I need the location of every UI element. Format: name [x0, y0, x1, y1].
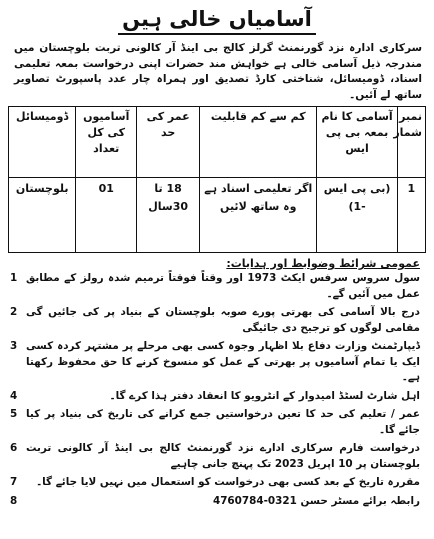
- cell-age-limit: [137, 178, 200, 253]
- list-item: مقررہ تاریخ کے بعد کسی بھی درخواست کو استعمال میں نہیں لایا جائے گا۔ 7: [10, 475, 420, 491]
- header-qualification: کم سے کم قابلیت: [200, 107, 317, 178]
- list-item: ڈیپارٹمنٹ وزارت دفاع بلا اظہار وجوہ کسی بھی مرحلے پر مشتہر کردہ کسی ایک یا تمام آسامیوں پر بھرتی کے عمل کو منسوخ کرنے کا حق محفوظ رکھتا ہے۔ 3: [10, 339, 420, 386]
- rule-number: 6: [10, 442, 18, 454]
- list-item: عمر / تعلیم کی حد کا تعین درخواستیں جمع کرانے کی تاریخ کی بنیاد پر کیا جائے گا۔ 5: [10, 407, 420, 438]
- header-domicile: ڈومیسائل: [9, 107, 76, 178]
- rules-list: [6, 271, 428, 509]
- rule-number: 2: [10, 306, 18, 318]
- header-total-posts: آسامیوں کی کل تعداد: [76, 107, 137, 178]
- cell-post-name: (بی پی ایس -1): [317, 178, 397, 253]
- page-title: آسامیاں خالی ہیں: [118, 6, 316, 35]
- rule-number: 1: [10, 272, 18, 284]
- rule-number: 4: [10, 389, 18, 402]
- list-item: رابطہ برائے مسٹر حسن 0321-4760784 8: [10, 494, 420, 510]
- cell-domicile: بلوچستان: [9, 178, 76, 253]
- intro-paragraph: سرکاری ادارہ نزد گورنمنٹ گرلز کالج بی اینڈ آر کالونی تربت بلوچستان میں مندرجہ ذیل آسامی خالی ہے خواہش مند حضرات اپنی درخواست بمعہ تعلیمی اسناد، ڈومیسائل، شناختی کارڈ تصدیق اور ہمراہ چار عدد پاسپورٹ تصاویر ساتھ لے آئیں۔: [14, 42, 422, 101]
- list-item: درج بالا آسامی کی بھرتی پورے صوبہ بلوچستان کے بنیاد پر کی جائیں گی مقامی لوگوں کو ترجیح دی جائیگی 2: [10, 305, 420, 336]
- rule-number: 3: [10, 340, 18, 352]
- rules-heading: عمومی شرائط وضوابط اور ہدایات:: [226, 257, 420, 270]
- header-serial-no: نمبر شمار: [397, 107, 425, 178]
- list-item: درخواست فارم سرکاری ادارے نزد گورنمنٹ کالج بی اینڈ آر کالونی تربت بلوچستان پر 10 اپریل 2023 تک پہنچ جانی چاہیے 6: [10, 441, 420, 472]
- vacancy-table: [8, 106, 426, 253]
- list-item: سول سروس سرفس ایکٹ 1973 اور وقتاً فوقتاً ترمیم شدہ رولز کے مطابق عمل میں آئیں گے۔ 1: [10, 271, 420, 302]
- age-to: 30سال: [148, 200, 189, 213]
- cell-qualification: اگر تعلیمی اسناد ہے وہ ساتھ لائیں: [200, 178, 317, 253]
- cell-serial-no: 1: [397, 178, 425, 253]
- header-post-name: آسامی کا نام بمعہ بی پی ایس: [317, 107, 397, 178]
- age-from: 18 تا: [154, 182, 182, 195]
- header-age-limit: عمر کی حد: [137, 107, 200, 178]
- cell-total-posts: 01: [76, 178, 137, 253]
- rule-number: 7: [10, 476, 18, 488]
- title-block: [6, 6, 428, 35]
- list-item: اہل شارٹ لسٹڈ امیدوار کے انٹرویو کا انعقاد دفتر ہذا کرے گا۔ 4: [10, 389, 420, 405]
- table-row: [9, 178, 426, 253]
- table-header-row: [9, 107, 426, 178]
- rule-number: 8: [10, 494, 18, 507]
- rule-number: 5: [10, 408, 18, 420]
